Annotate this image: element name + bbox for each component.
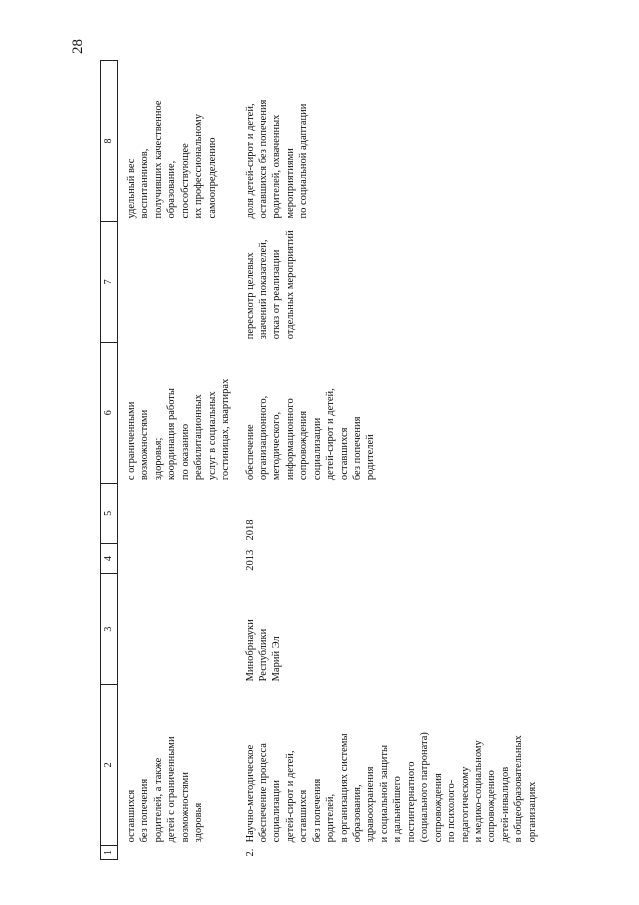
end-year-cell: 2018 [244,519,256,541]
column-header: 6 [101,342,118,483]
column-header: 7 [101,222,118,343]
column-header: 3 [101,574,118,685]
row-number [118,845,237,859]
row-number: 2. [244,848,256,857]
activity-cell: Научно-методическое обеспечение процесса социализации детей-сирот и детей, оставшихся без попечения родителей, в организациях системы образования, здравоохранения и социальной защиты и дальнейшего постинтернатного (социального патроната) сопровождения по психолого- педагогическому и медико-социальному сопровождению детей-инвалидов в общеобразовательных организациях [244,732,538,843]
table-header-row [101,61,118,860]
column-header: 2 [101,684,118,845]
program-table [100,60,543,860]
end-year-cell [118,483,237,543]
column-header: 8 [101,61,118,222]
table-row [237,61,544,860]
executor-cell: Минобрнауки Республики Марий Эл [244,619,283,682]
column-header: 1 [101,845,118,859]
executor-cell [118,574,237,685]
start-year-cell [118,544,237,574]
page-number: 28 [70,39,86,54]
expected-result-cell: с ограниченными возможностями здоровья; координация работы по оказанию реабилитационных услуг в социальных гостиницах, квартирах [126,378,232,481]
column-header: 5 [101,483,118,543]
expected-result-cell: обеспечение организационного, методического, информационного сопровождения социализации детей-сирот и детей, оставшихся без попечения родителей [244,388,377,481]
activity-cell: оставшихся без попечения родителей, а также детей с ограниченными возможностями здоровья [126,736,205,843]
start-year-cell: 2013 [244,549,256,571]
column-header: 4 [101,544,118,574]
consequences-cell: пересмотр целевых значений показателей, отказ от реализации отдельных мероприятий [244,230,296,340]
table-row [118,61,237,860]
indicator-cell: удельный вес воспитанников, получивших качественное образование, способствующее их профессиональному самоопределению [126,100,218,219]
indicator-cell: доля детей-сирот и детей, оставшихся без попечения родителей, охваченных мероприятиями по социальной адаптации [244,99,310,219]
rotated-page-content [100,60,550,860]
consequences-cell [118,222,237,343]
